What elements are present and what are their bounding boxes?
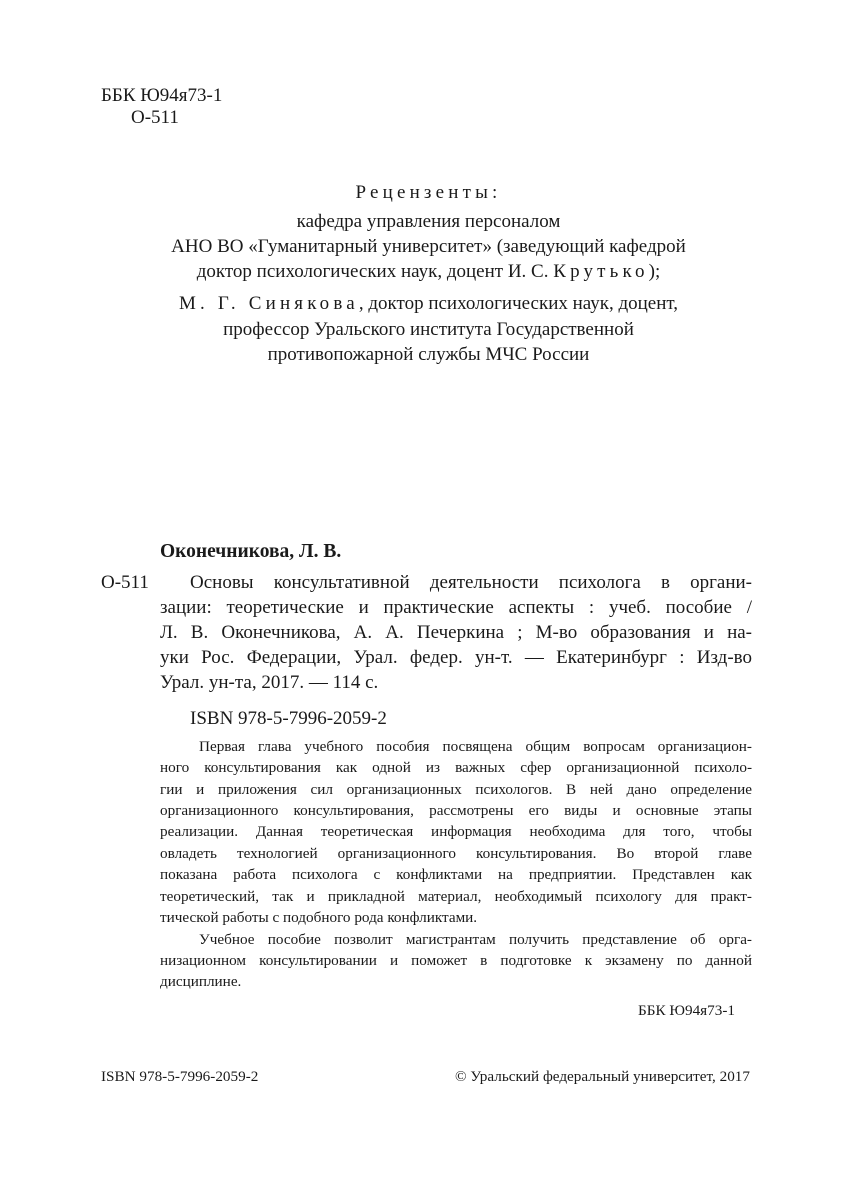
catalog-author: Оконечникова, Л. В. bbox=[160, 541, 342, 562]
reviewer-line: кафедра управления персоналом bbox=[296, 211, 561, 232]
annotation-line: ного консультирования как одной из важных сфер организационной психоло- bbox=[160, 759, 752, 776]
catalog-line: зации: теоретические и практические аспекты : учеб. пособие / bbox=[160, 597, 752, 618]
reviewer-text: доктор психологических наук, доцент И. С. bbox=[196, 261, 554, 282]
reviewer-surname: М. Г. Синякова bbox=[178, 293, 359, 314]
reviewer-text: ); bbox=[648, 261, 661, 282]
catalog-code: О-511 bbox=[101, 572, 149, 593]
annotation-line: дисциплине. bbox=[160, 973, 242, 990]
reviewer-line: АНО ВО «Гуманитарный университет» (заведующий кафедрой bbox=[171, 236, 686, 257]
annotation-line: овладеть технологией организационного консультирования. Во второй главе bbox=[160, 845, 752, 862]
catalog-isbn: ISBN 978-5-7996-2059-2 bbox=[190, 708, 387, 729]
catalog-line: Основы консультативной деятельности психолога в органи- bbox=[190, 572, 752, 593]
annotation-line: Первая глава учебного пособия посвящена общим вопросам организацион- bbox=[199, 738, 752, 755]
annotation-line: теоретический, так и прикладной материал, необходимый психологу для практ- bbox=[160, 888, 752, 905]
annotation-line: тической работы с подобного рода конфликтами. bbox=[160, 909, 478, 926]
annotation-line: организационного консультирования, рассмотрены его виды и основные этапы bbox=[160, 802, 752, 819]
reviewer-text: , доктор психологических наук, доцент, bbox=[358, 293, 679, 314]
copyright-notice: © Уральский федеральный университет, 2017 bbox=[455, 1068, 750, 1085]
annotation-line: низационном консультировании и поможет в подготовке к экзамену по данной bbox=[160, 952, 752, 969]
author-mark: О-511 bbox=[131, 107, 179, 128]
reviewer-surname: Крутько bbox=[553, 261, 649, 282]
catalog-line: уки Рос. Федерации, Урал. федер. ун-т. — Екатеринбург : Изд-во bbox=[160, 647, 752, 668]
annotation-line: Учебное пособие позволит магистрантам получить представление об орга- bbox=[199, 931, 752, 948]
catalog-line: Урал. ун-та, 2017. — 114 с. bbox=[160, 672, 379, 693]
reviewer-line: профессор Уральского института Государственной bbox=[223, 319, 634, 340]
reviewer-line: противопожарной службы МЧС России bbox=[267, 344, 590, 365]
catalog-line: Л. В. Оконечникова, А. А. Печеркина ; М-во образования и на- bbox=[160, 622, 752, 643]
bbk-index: ББК Ю94я73-1 bbox=[101, 85, 223, 106]
reviewer-line bbox=[0, 292, 857, 316]
reviewer-line bbox=[0, 260, 857, 284]
reviewers-heading: Рецензенты: bbox=[355, 182, 502, 203]
annotation-line: показана работа психолога с конфликтами на предприятии. Представлен как bbox=[160, 866, 752, 883]
annotation-line: реализации. Данная теоретическая информация необходима для того, чтобы bbox=[160, 823, 752, 840]
footer-isbn: ISBN 978-5-7996-2059-2 bbox=[101, 1068, 259, 1085]
bbk-index-footer: ББК Ю94я73-1 bbox=[638, 1002, 735, 1019]
annotation-line: гии и приложения сил организационных психологов. В ней дано определение bbox=[160, 781, 752, 798]
